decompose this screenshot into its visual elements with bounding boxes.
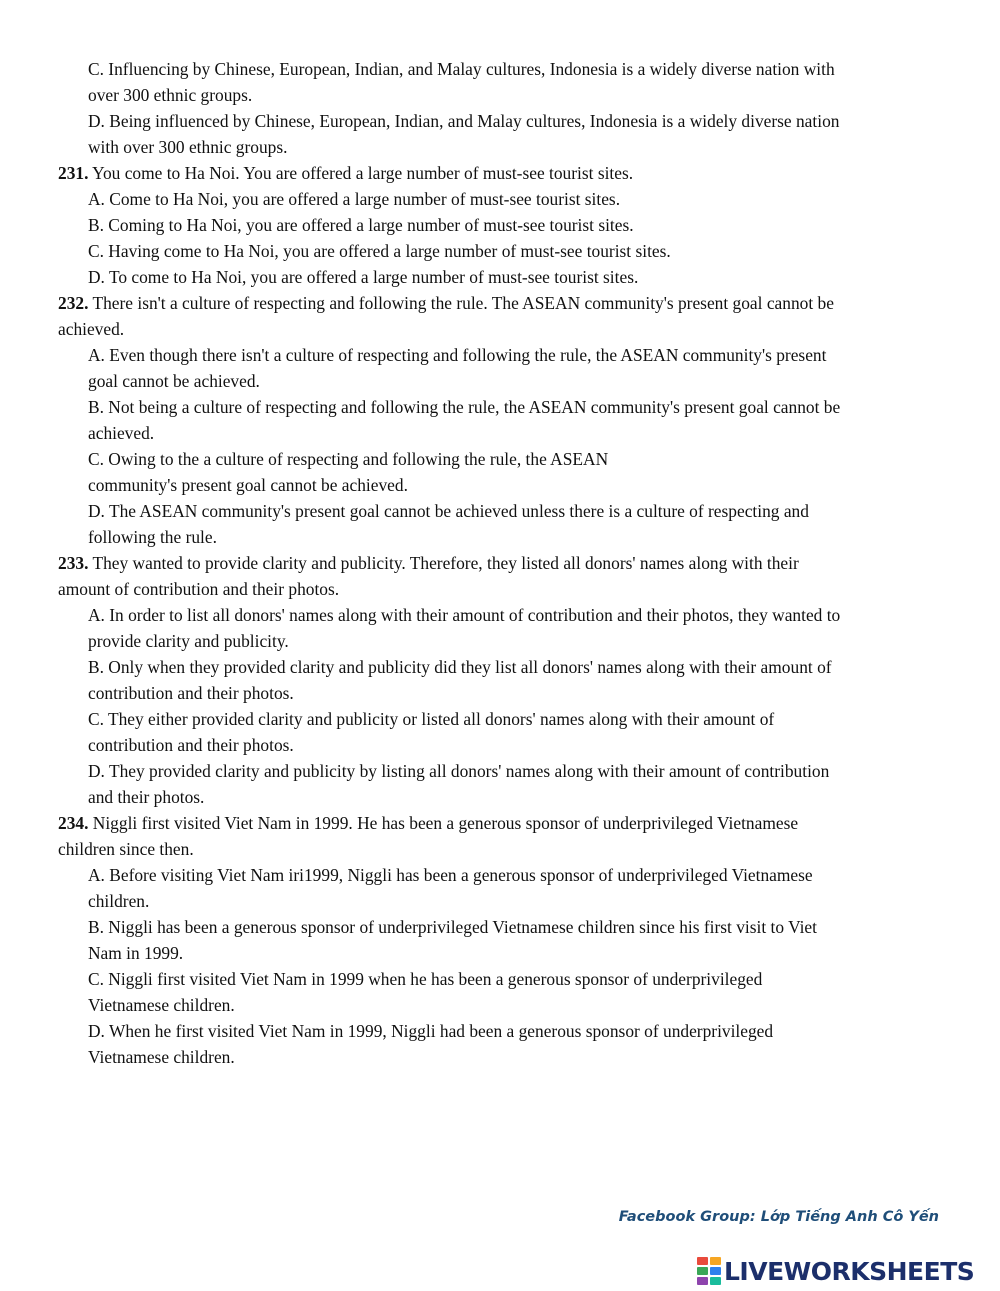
option-line: D. Being influenced by Chinese, European, Indian, and Malay cultures, Indonesia is a widely diverse nation bbox=[88, 111, 840, 131]
question-234: 234. Niggli first visited Viet Nam in 1999. He has been a generous sponsor of underprivileged Vietnamese bbox=[58, 813, 799, 833]
logo-square bbox=[710, 1257, 721, 1265]
option-line: goal cannot be achieved. bbox=[88, 371, 260, 391]
option-line: community's present goal cannot be achieved. bbox=[88, 475, 408, 495]
option-line: achieved. bbox=[88, 423, 155, 443]
liveworksheets-logo-icon bbox=[697, 1257, 721, 1285]
option-line: C. Niggli first visited Viet Nam in 1999 when he has been a generous sponsor of underprivileged bbox=[88, 969, 763, 989]
option-line: contribution and their photos. bbox=[88, 735, 294, 755]
question-233: 233. They wanted to provide clarity and publicity. Therefore, they listed all donors' names along with their bbox=[58, 553, 799, 573]
option-line: D. To come to Ha Noi, you are offered a large number of must-see tourist sites. bbox=[88, 267, 639, 287]
option-line: children. bbox=[88, 891, 150, 911]
option-line: A. Come to Ha Noi, you are offered a large number of must-see tourist sites. bbox=[88, 189, 621, 209]
option-line: over 300 ethnic groups. bbox=[88, 85, 253, 105]
option-line: C. Influencing by Chinese, European, Indian, and Malay cultures, Indonesia is a widely diverse nation with bbox=[88, 59, 835, 79]
question-232: 232. There isn't a culture of respecting and following the rule. The ASEAN community's present goal cannot be bbox=[58, 293, 834, 313]
option-line: C. Owing to the a culture of respecting and following the rule, the ASEAN bbox=[88, 449, 609, 469]
logo-square bbox=[697, 1257, 708, 1265]
option-line: D. The ASEAN community's present goal cannot be achieved unless there is a culture of respecting and bbox=[88, 501, 809, 521]
option-line: B. Only when they provided clarity and publicity did they list all donors' names along with their amount of bbox=[88, 657, 832, 677]
liveworksheets-brand-text: LIVEWORKSHEETS bbox=[724, 1256, 975, 1286]
option-line: C. Having come to Ha Noi, you are offered a large number of must-see tourist sites. bbox=[88, 241, 671, 261]
question-line: amount of contribution and their photos. bbox=[58, 579, 340, 599]
option-line: A. Before visiting Viet Nam iri1999, Niggli has been a generous sponsor of underprivileged Vietnamese bbox=[88, 865, 813, 885]
option-line: D. When he first visited Viet Nam in 1999, Niggli had been a generous sponsor of underprivileged bbox=[88, 1021, 774, 1041]
question-231: 231. You come to Ha Noi. You are offered a large number of must-see tourist sites. bbox=[58, 163, 634, 183]
option-line: B. Niggli has been a generous sponsor of underprivileged Vietnamese children since his first visit to Viet bbox=[88, 917, 817, 937]
option-line: Vietnamese children. bbox=[88, 995, 235, 1015]
liveworksheets-logo[interactable] bbox=[697, 1255, 974, 1287]
logo-square bbox=[697, 1267, 708, 1275]
facebook-group-label: Facebook Group: Lớp Tiếng Anh Cô Yến bbox=[618, 1209, 939, 1225]
option-line: Vietnamese children. bbox=[88, 1047, 235, 1067]
option-line: following the rule. bbox=[88, 527, 217, 547]
question-line: children since then. bbox=[58, 839, 194, 859]
option-line: contribution and their photos. bbox=[88, 683, 294, 703]
logo-square bbox=[697, 1277, 708, 1285]
option-line: A. In order to list all donors' names along with their amount of contribution and their photos, they wanted to bbox=[88, 605, 841, 625]
option-line: C. They either provided clarity and publicity or listed all donors' names along with their amount of bbox=[88, 709, 775, 729]
logo-square bbox=[710, 1267, 721, 1275]
option-line: with over 300 ethnic groups. bbox=[88, 137, 288, 157]
option-line: B. Coming to Ha Noi, you are offered a large number of must-see tourist sites. bbox=[88, 215, 634, 235]
option-line: and their photos. bbox=[88, 787, 205, 807]
logo-square bbox=[710, 1277, 721, 1285]
option-line: D. They provided clarity and publicity by listing all donors' names along with their amount of contribution bbox=[88, 761, 830, 781]
option-line: A. Even though there isn't a culture of respecting and following the rule, the ASEAN community's present bbox=[88, 345, 827, 365]
question-line: achieved. bbox=[58, 319, 125, 339]
option-line: Nam in 1999. bbox=[88, 943, 184, 963]
option-line: B. Not being a culture of respecting and following the rule, the ASEAN community's present goal cannot be bbox=[88, 397, 841, 417]
option-line: provide clarity and publicity. bbox=[88, 631, 289, 651]
